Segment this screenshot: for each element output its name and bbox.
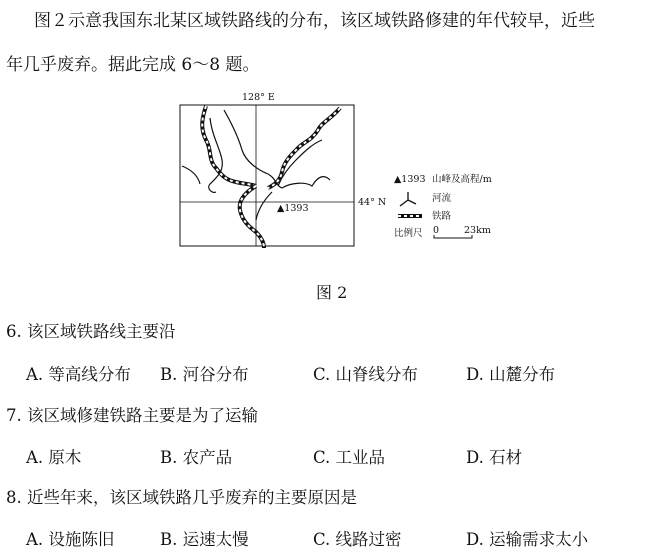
longitude-label: 128° E xyxy=(242,92,275,103)
legend-scale-zero: 0 xyxy=(433,225,440,236)
railways xyxy=(202,106,340,248)
question-7-stem: 7. 该区域修建铁路主要是为了运输 xyxy=(6,406,258,425)
question-6-stem: 6. 该区域铁路线主要沿 xyxy=(6,322,176,341)
q8-option-d: D. 运输需求太小 xyxy=(466,530,589,549)
railway-map-figure xyxy=(172,88,528,263)
q7-option-b: B. 农产品 xyxy=(160,448,233,467)
legend-river-symbol xyxy=(400,192,416,206)
legend-river-desc: 河流 xyxy=(432,193,452,204)
river-south xyxy=(256,192,272,220)
river-west-branch xyxy=(182,166,200,184)
q7-option-c: C. 工业品 xyxy=(313,448,386,467)
map-legend xyxy=(394,173,492,239)
question-8-stem: 8. 近些年来，该区域铁路几乎废弃的主要原因是 xyxy=(6,488,357,507)
river-east xyxy=(282,177,330,188)
q6-option-a: A. 等高线分布 xyxy=(26,365,131,384)
legend-rail-desc: 铁路 xyxy=(432,211,452,222)
map-frame xyxy=(180,105,354,246)
river-main xyxy=(224,110,282,188)
legend-scale-label: 比例尺 xyxy=(394,228,423,239)
q8-option-b: B. 运速太慢 xyxy=(160,530,249,549)
q6-option-c: C. 山脊线分布 xyxy=(313,365,419,384)
peak-label: ▲1393 xyxy=(277,203,309,214)
legend-peak-sample: ▲1393 xyxy=(394,174,426,185)
q8-option-c: C. 线路过密 xyxy=(313,530,402,549)
intro-line-1: 图２示意我国东北某区域铁路线的分布，该区域铁路修建的年代较早，近些 xyxy=(34,11,595,31)
q7-option-d: D. 石材 xyxy=(466,448,523,467)
q6-option-d: D. 山麓分布 xyxy=(466,365,556,384)
latitude-label: 44° N xyxy=(358,197,387,208)
intro-line-2: 年几乎废弃。据此完成 6～8 题。 xyxy=(6,55,260,75)
legend-peak-desc: 山峰及高程/m xyxy=(432,174,492,185)
q8-option-a: A. 设施陈旧 xyxy=(26,530,115,549)
figure-caption: 图 2 xyxy=(316,283,348,302)
legend-scale-end: 23km xyxy=(464,225,491,236)
q7-option-a: A. 原木 xyxy=(26,448,82,467)
q6-option-b: B. 河谷分布 xyxy=(160,365,249,384)
railway-north-east xyxy=(268,108,340,188)
